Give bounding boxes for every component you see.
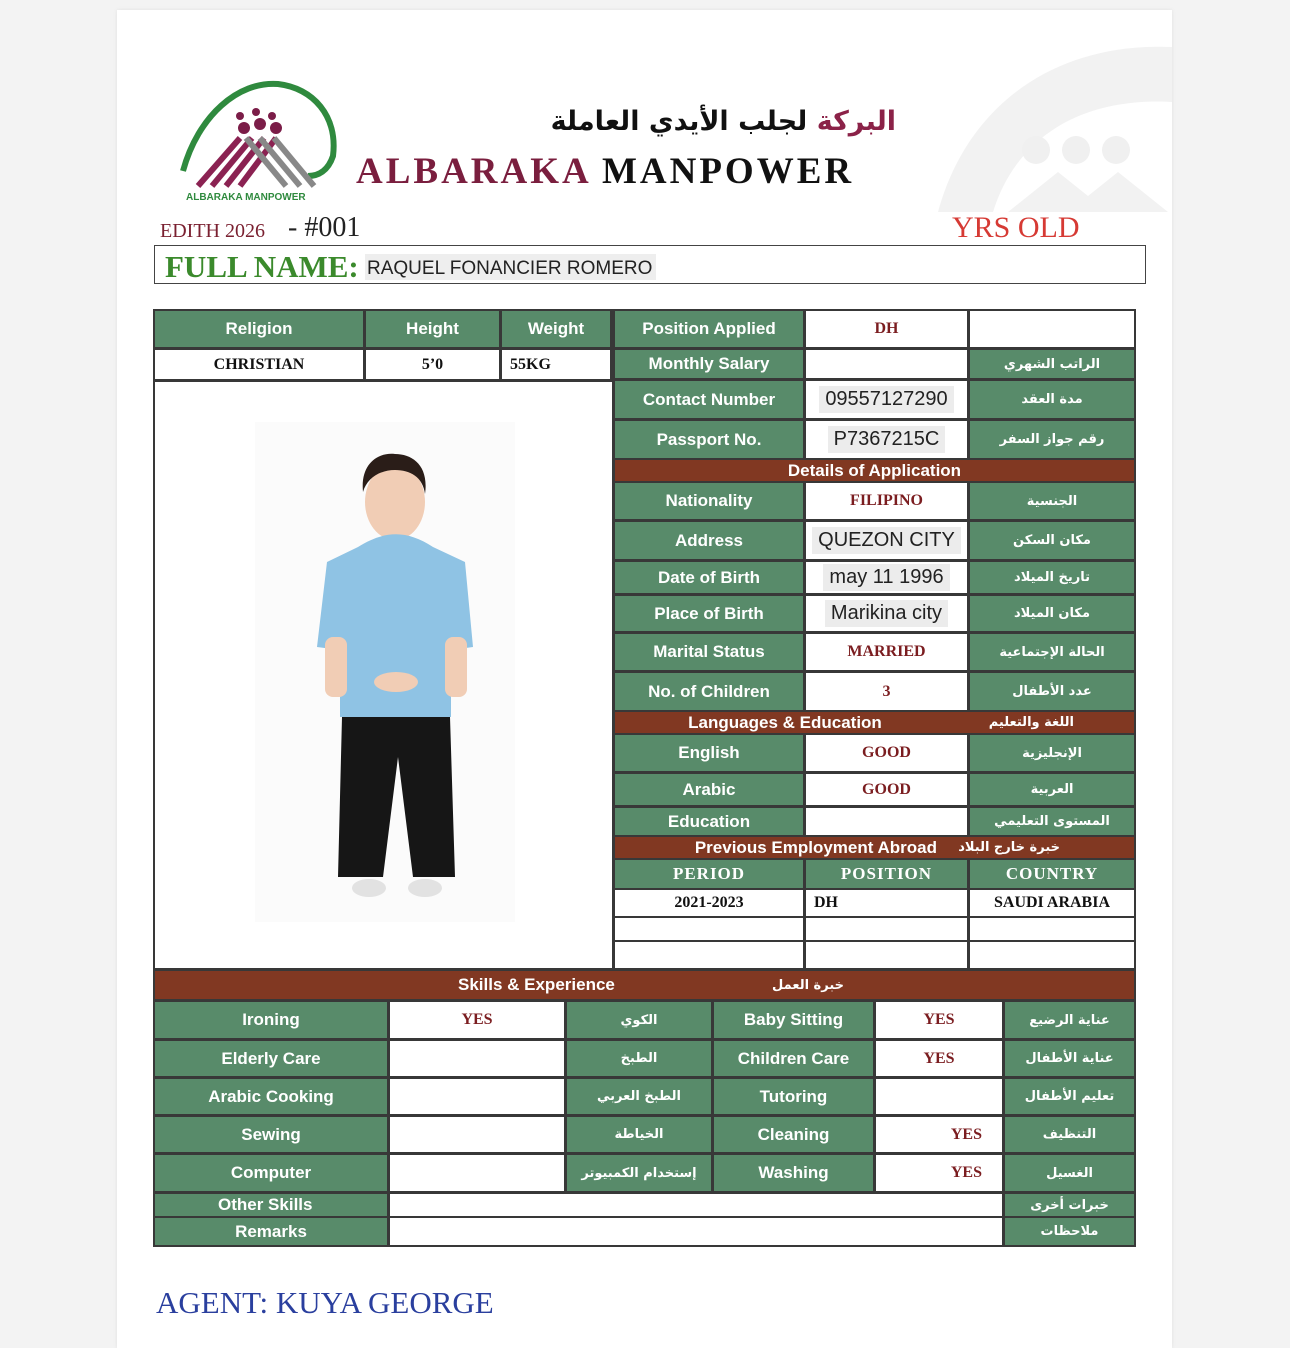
previous-employment-header: Previous Employment Abroad — [615, 837, 955, 858]
skill-arabic-cooking-arabic: الطبخ العربي — [567, 1079, 711, 1114]
skill-ironing-arabic: الكوي — [567, 1002, 711, 1038]
other-skills-arabic: خبرات أخرى — [1005, 1194, 1134, 1216]
previous-employment-arabic: خبرة خارج البلاد — [955, 837, 1134, 858]
languages-education-header: Languages & Education — [615, 712, 955, 733]
education-label: Education — [615, 808, 803, 835]
reference-number: - #001 — [288, 212, 361, 243]
skill-tutoring-label: Tutoring — [714, 1079, 873, 1114]
skill-arabic-cooking-value — [390, 1079, 564, 1114]
skill-baby-sitting-value: YES — [876, 1002, 1002, 1038]
monthly-salary-label: Monthly Salary — [615, 350, 803, 378]
address-value: QUEZON CITY — [806, 522, 967, 559]
full-name-box — [154, 245, 1146, 284]
weight-value: 55KG — [502, 350, 610, 379]
date-of-birth-label: Date of Birth — [615, 562, 803, 593]
period-header: PERIOD — [615, 860, 803, 888]
religion-value: CHRISTIAN — [155, 350, 363, 379]
children-value: 3 — [806, 673, 967, 710]
skill-cleaning-arabic: التنظيف — [1005, 1117, 1134, 1152]
watermark-logo — [908, 42, 1172, 212]
contact-number-value: 09557127290 — [806, 381, 967, 418]
logo-caption: ALBARAKA MANPOWER — [186, 192, 306, 203]
date-of-birth-value: may 11 1996 — [806, 562, 967, 593]
skill-sewing-label: Sewing — [155, 1117, 387, 1152]
skill-baby-sitting-arabic: عناية الرضيع — [1005, 1002, 1134, 1038]
languages-education-arabic: اللغة والتعليم — [955, 712, 1134, 733]
country-header: COUNTRY — [970, 860, 1134, 888]
agent-name: AGENT: KUYA GEORGE — [156, 1285, 494, 1320]
address-label: Address — [615, 522, 803, 559]
passport-no-arabic: رقم جواز السفر — [970, 421, 1134, 458]
children-arabic: عدد الأطفال — [970, 673, 1134, 710]
skill-computer-value — [390, 1155, 564, 1191]
company-logo — [178, 76, 338, 206]
nationality-label: Nationality — [615, 483, 803, 519]
skill-baby-sitting-label: Baby Sitting — [714, 1002, 873, 1038]
arabic-language-arabic: العربية — [970, 774, 1134, 805]
education-arabic: المستوى التعليمي — [970, 808, 1134, 835]
place-of-birth-arabic: مكان الميلاد — [970, 596, 1134, 631]
weight-header: Weight — [502, 311, 610, 347]
skill-tutoring-value — [876, 1079, 1002, 1114]
skills-experience-header: Skills & Experience — [155, 971, 945, 999]
arabic-company-name: البركة لجلب الأيدي العاملة — [550, 106, 896, 137]
contact-number-label: Contact Number — [615, 381, 803, 418]
skill-elderly-care-arabic: الطبخ — [567, 1041, 711, 1076]
skill-washing-label: Washing — [714, 1155, 873, 1191]
monthly-salary-arabic: الراتب الشهري — [970, 350, 1134, 378]
edition-label: EDITH 2026 — [160, 220, 265, 242]
education-value — [806, 808, 967, 835]
details-of-application-header: Details of Application — [615, 460, 1134, 481]
height-header: Height — [366, 311, 499, 347]
full-name-value: RAQUEL FONANCIER ROMERO — [365, 254, 656, 280]
skill-computer-arabic: إستخدام الكمبيوتر — [567, 1155, 711, 1191]
skill-elderly-care-value — [390, 1041, 564, 1076]
employment-empty-cell — [615, 942, 803, 968]
skill-computer-label: Computer — [155, 1155, 387, 1191]
english-label: English — [615, 735, 803, 771]
arabic-language-label: Arabic — [615, 774, 803, 805]
skill-arabic-cooking-label: Arabic Cooking — [155, 1079, 387, 1114]
marital-status-value: MARRIED — [806, 634, 967, 670]
employment-empty-cell — [615, 918, 803, 940]
employment-empty-cell — [970, 918, 1134, 940]
other-skills-value — [390, 1194, 1002, 1216]
remarks-arabic: ملاحظات — [1005, 1218, 1134, 1245]
position-header: POSITION — [806, 860, 967, 888]
employment-country: SAUDI ARABIA — [970, 890, 1134, 916]
skill-children-care-label: Children Care — [714, 1041, 873, 1076]
skill-washing-arabic: الغسيل — [1005, 1155, 1134, 1191]
employment-empty-cell — [806, 942, 967, 968]
marital-status-label: Marital Status — [615, 634, 803, 670]
employment-period: 2021-2023 — [615, 890, 803, 916]
religion-header: Religion — [155, 311, 363, 347]
monthly-salary-value — [806, 350, 967, 378]
passport-no-label: Passport No. — [615, 421, 803, 458]
skill-tutoring-arabic: تعليم الأطفال — [1005, 1079, 1134, 1114]
skill-sewing-arabic: الخياطة — [567, 1117, 711, 1152]
english-value: GOOD — [806, 735, 967, 771]
children-label: No. of Children — [615, 673, 803, 710]
height-value: 5’0 — [366, 350, 499, 379]
address-arabic: مكان السكن — [970, 522, 1134, 559]
applicant-photo — [155, 382, 612, 968]
english-arabic: الإنجليزية — [970, 735, 1134, 771]
position-applied-extra — [970, 311, 1134, 347]
skills-experience-arabic: خبرة العمل — [700, 971, 1134, 999]
skill-children-care-arabic: عناية الأطفال — [1005, 1041, 1134, 1076]
applicant-figure — [155, 382, 612, 968]
remarks-label: Remarks — [155, 1218, 387, 1245]
remarks-value — [390, 1218, 1002, 1245]
skill-washing-value: YES — [876, 1155, 1002, 1191]
skill-cleaning-label: Cleaning — [714, 1117, 873, 1152]
employment-position: DH — [806, 890, 967, 916]
contact-number-arabic: مدة العقد — [970, 381, 1134, 418]
employment-empty-cell — [806, 918, 967, 940]
passport-no-value: P7367215C — [806, 421, 967, 458]
position-applied-value: DH — [806, 311, 967, 347]
skill-ironing-value: YES — [390, 1002, 564, 1038]
nationality-arabic: الجنسية — [970, 483, 1134, 519]
english-company-name: ALBARAKA MANPOWER — [356, 151, 855, 192]
place-of-birth-value: Marikina city — [806, 596, 967, 631]
nationality-value: FILIPINO — [806, 483, 967, 519]
full-name-label: FULL NAME: — [165, 249, 359, 284]
age-label: YRS OLD — [952, 211, 1080, 244]
other-skills-label: Other Skills — [155, 1194, 387, 1216]
skill-ironing-label: Ironing — [155, 1002, 387, 1038]
place-of-birth-label: Place of Birth — [615, 596, 803, 631]
employment-empty-cell — [970, 942, 1134, 968]
skill-elderly-care-label: Elderly Care — [155, 1041, 387, 1076]
position-applied-label: Position Applied — [615, 311, 803, 347]
arabic-language-value: GOOD — [806, 774, 967, 805]
marital-status-arabic: الحالة الإجتماعية — [970, 634, 1134, 670]
date-of-birth-arabic: تاريخ الميلاد — [970, 562, 1134, 593]
skill-sewing-value — [390, 1117, 564, 1152]
skill-cleaning-value: YES — [876, 1117, 1002, 1152]
skill-children-care-value: YES — [876, 1041, 1002, 1076]
